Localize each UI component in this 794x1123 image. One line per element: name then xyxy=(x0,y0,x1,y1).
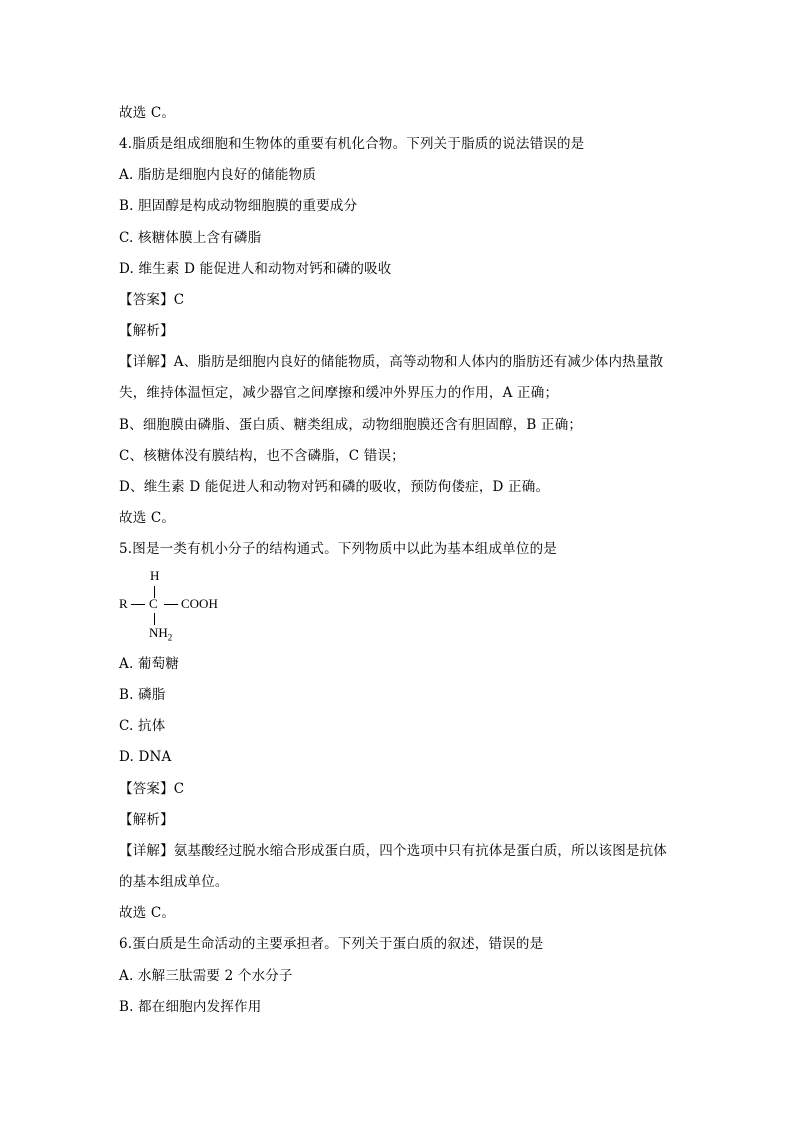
formula-c: C xyxy=(149,596,158,611)
formula-nh: NH xyxy=(149,625,168,640)
question-6-stem: 6.蛋白质是生命活动的主要承担者。下列关于蛋白质的叙述，错误的是 xyxy=(119,936,544,952)
option-b: B. 都在细胞内发挥作用 xyxy=(119,999,262,1015)
formula-r: R xyxy=(119,596,128,611)
amino-acid-structure-formula xyxy=(119,566,249,646)
explanation-line: D、维生素 D 能促进人和动物对钙和磷的吸收，预防佝偻症，D 正确。 xyxy=(119,479,550,495)
option-a: A. 葡萄糖 xyxy=(119,656,180,672)
explanation-line: 失，维持体温恒定，减少器官之间摩擦和缓冲外界压力的作用，A 正确； xyxy=(119,385,559,401)
option-b: B. 磷脂 xyxy=(119,687,166,703)
explanation-line: 的基本组成单位。 xyxy=(119,874,229,890)
explanation-line: C、核糖体没有膜结构，也不含磷脂，C 错误； xyxy=(119,448,405,464)
explanation-line: B、细胞膜由磷脂、蛋白质、糖类组成，动物细胞膜还含有胆固醇，B 正确； xyxy=(119,417,583,433)
formula-nh2 xyxy=(149,625,172,643)
question-4-stem: 4.脂质是组成细胞和生物体的重要有机化合物。下列关于脂质的说法错误的是 xyxy=(119,136,585,152)
answer-line: 【答案】C xyxy=(119,292,185,308)
formula-bond-bottom xyxy=(154,613,155,625)
analysis-heading: 【解析】 xyxy=(119,812,174,828)
formula-h: H xyxy=(150,568,160,583)
text-line: 故选 C。 xyxy=(119,105,176,121)
option-a: A. 脂肪是细胞内良好的储能物质 xyxy=(119,167,317,183)
formula-bond-left xyxy=(131,604,145,605)
option-b: B. 胆固醇是构成动物细胞膜的重要成分 xyxy=(119,198,358,214)
analysis-heading: 【解析】 xyxy=(119,323,174,339)
text-line: 故选 C。 xyxy=(119,510,176,526)
option-d: D. 维生素 D 能促进人和动物对钙和磷的吸收 xyxy=(119,261,392,277)
formula-subscript: 2 xyxy=(167,632,173,643)
option-c: C. 抗体 xyxy=(119,718,166,734)
explanation-line: 【详解】氨基酸经过脱水缩合形成蛋白质，四个选项中只有抗体是蛋白质，所以该图是抗体 xyxy=(119,843,667,859)
formula-cooh: COOH xyxy=(181,596,218,611)
option-d: D. DNA xyxy=(119,749,172,765)
formula-bond-right xyxy=(164,604,178,605)
option-a: A. 水解三肽需要 2 个水分子 xyxy=(119,968,293,984)
explanation-line: 【详解】A、脂肪是细胞内良好的储能物质，高等动物和人体内的脂肪还有减少体内热量散 xyxy=(119,354,664,370)
text-line: 故选 C。 xyxy=(119,905,176,921)
question-5-stem: 5.图是一类有机小分子的结构通式。下列物质中以此为基本组成单位的是 xyxy=(119,541,557,557)
option-c: C. 核糖体膜上含有磷脂 xyxy=(119,230,262,246)
answer-line: 【答案】C xyxy=(119,781,185,797)
